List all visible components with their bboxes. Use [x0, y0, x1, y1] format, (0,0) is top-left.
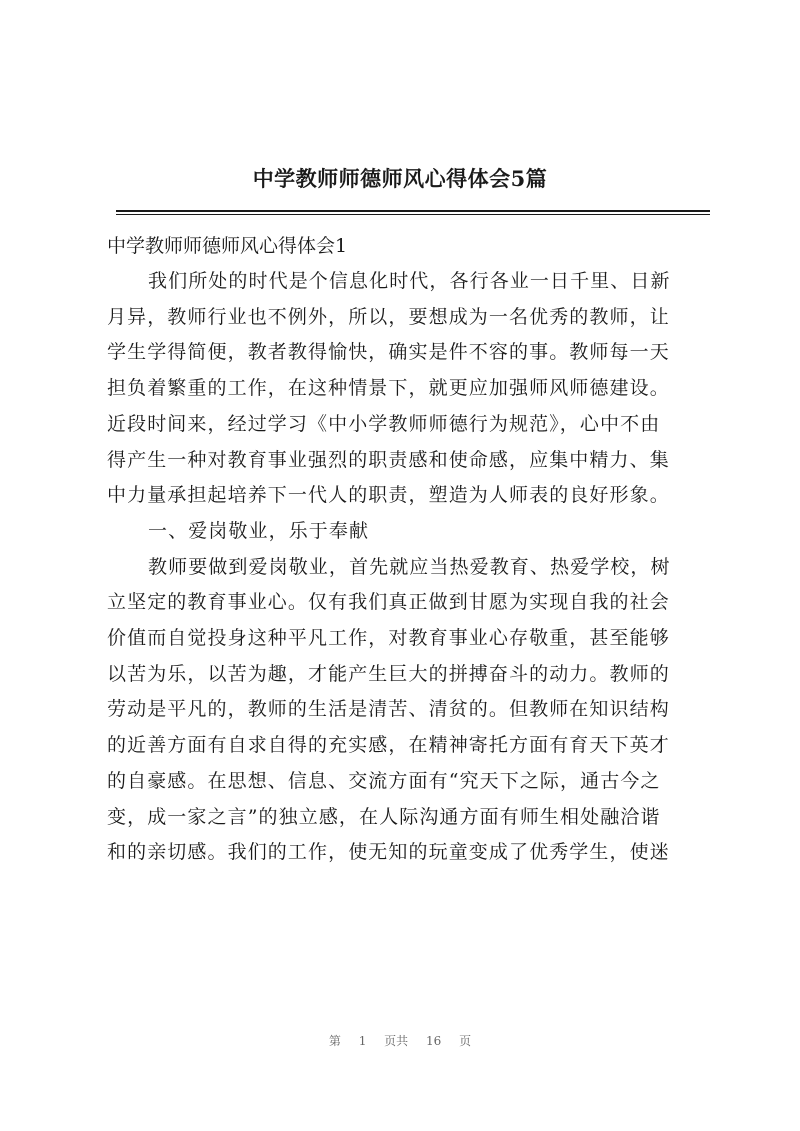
footer-middle: 页共 — [384, 1034, 409, 1048]
section-heading: 中学教师师德师风心得体会1 — [107, 235, 348, 257]
paragraph-line: 担负着繁重的工作，在这种情景下，就更应加强师风师德建设。 — [107, 377, 670, 400]
subheading-1: 一、爱岗敬业，乐于奉献 — [148, 519, 370, 542]
paragraph-2 — [107, 550, 712, 871]
footer-suffix: 页 — [459, 1034, 472, 1048]
paragraph-line: 立坚定的教育事业心。仅有我们真正做到甘愿为实现自我的社会 — [107, 591, 670, 614]
document-title: 中学教师师德师风心得体会5篇 — [252, 166, 548, 191]
document-body — [107, 229, 712, 871]
paragraph-line: 和的亲切感。我们的工作，使无知的玩童变成了优秀学生，使迷 — [107, 841, 670, 864]
title-rule-thin — [116, 214, 710, 215]
paragraph-line: 我们所处的时代是个信息化时代，各行各业一日千里、日新 — [148, 270, 671, 292]
paragraph-line: 学生学得简便，教者教得愉快，确实是件不容的事。教师每一天 — [107, 341, 670, 364]
paragraph-line: 得产生一种对教育事业强烈的职责感和使命感，应集中精力、集 — [107, 448, 670, 471]
paragraph-1 — [107, 264, 712, 514]
footer-total-pages: 16 — [426, 1034, 442, 1048]
paragraph-line: 的自豪感。在思想、信息、交流方面有“究天下之际，通古今之 — [107, 769, 661, 792]
title-rule-thick — [116, 210, 710, 212]
paragraph-line: 以苦为乐，以苦为趣，才能产生巨大的拼搏奋斗的动力。教师的 — [107, 662, 670, 685]
paragraph-line: 变，成一家之言”的独立感，在人际沟通方面有师生相处融洽谐 — [107, 805, 661, 828]
footer-current-page: 1 — [358, 1034, 367, 1048]
paragraph-line: 近段时间来，经过学习《中小学教师师德行为规范》，心中不由 — [107, 412, 661, 435]
paragraph-line: 教师要做到爱岗敬业，首先就应当热爱教育、热爱学校，树 — [148, 555, 671, 578]
footer-prefix: 第 — [328, 1034, 341, 1048]
paragraph-line: 劳动是平凡的，教师的生活是清苦、清贫的。但教师在知识结构 — [107, 698, 670, 721]
paragraph-line: 中力量承担起培养下一代人的职责，塑造为人师表的良好形象。 — [107, 484, 670, 507]
paragraph-line: 的近善方面有自求自得的充实感，在精神寄托方面有育天下英才 — [107, 734, 670, 757]
page-footer — [0, 1032, 800, 1050]
paragraph-line: 价值而自觉投身这种平凡工作，对教育事业心存敬重，甚至能够 — [107, 627, 670, 650]
paragraph-line: 月异，教师行业也不例外，所以，要想成为一名优秀的教师，让 — [107, 305, 670, 328]
